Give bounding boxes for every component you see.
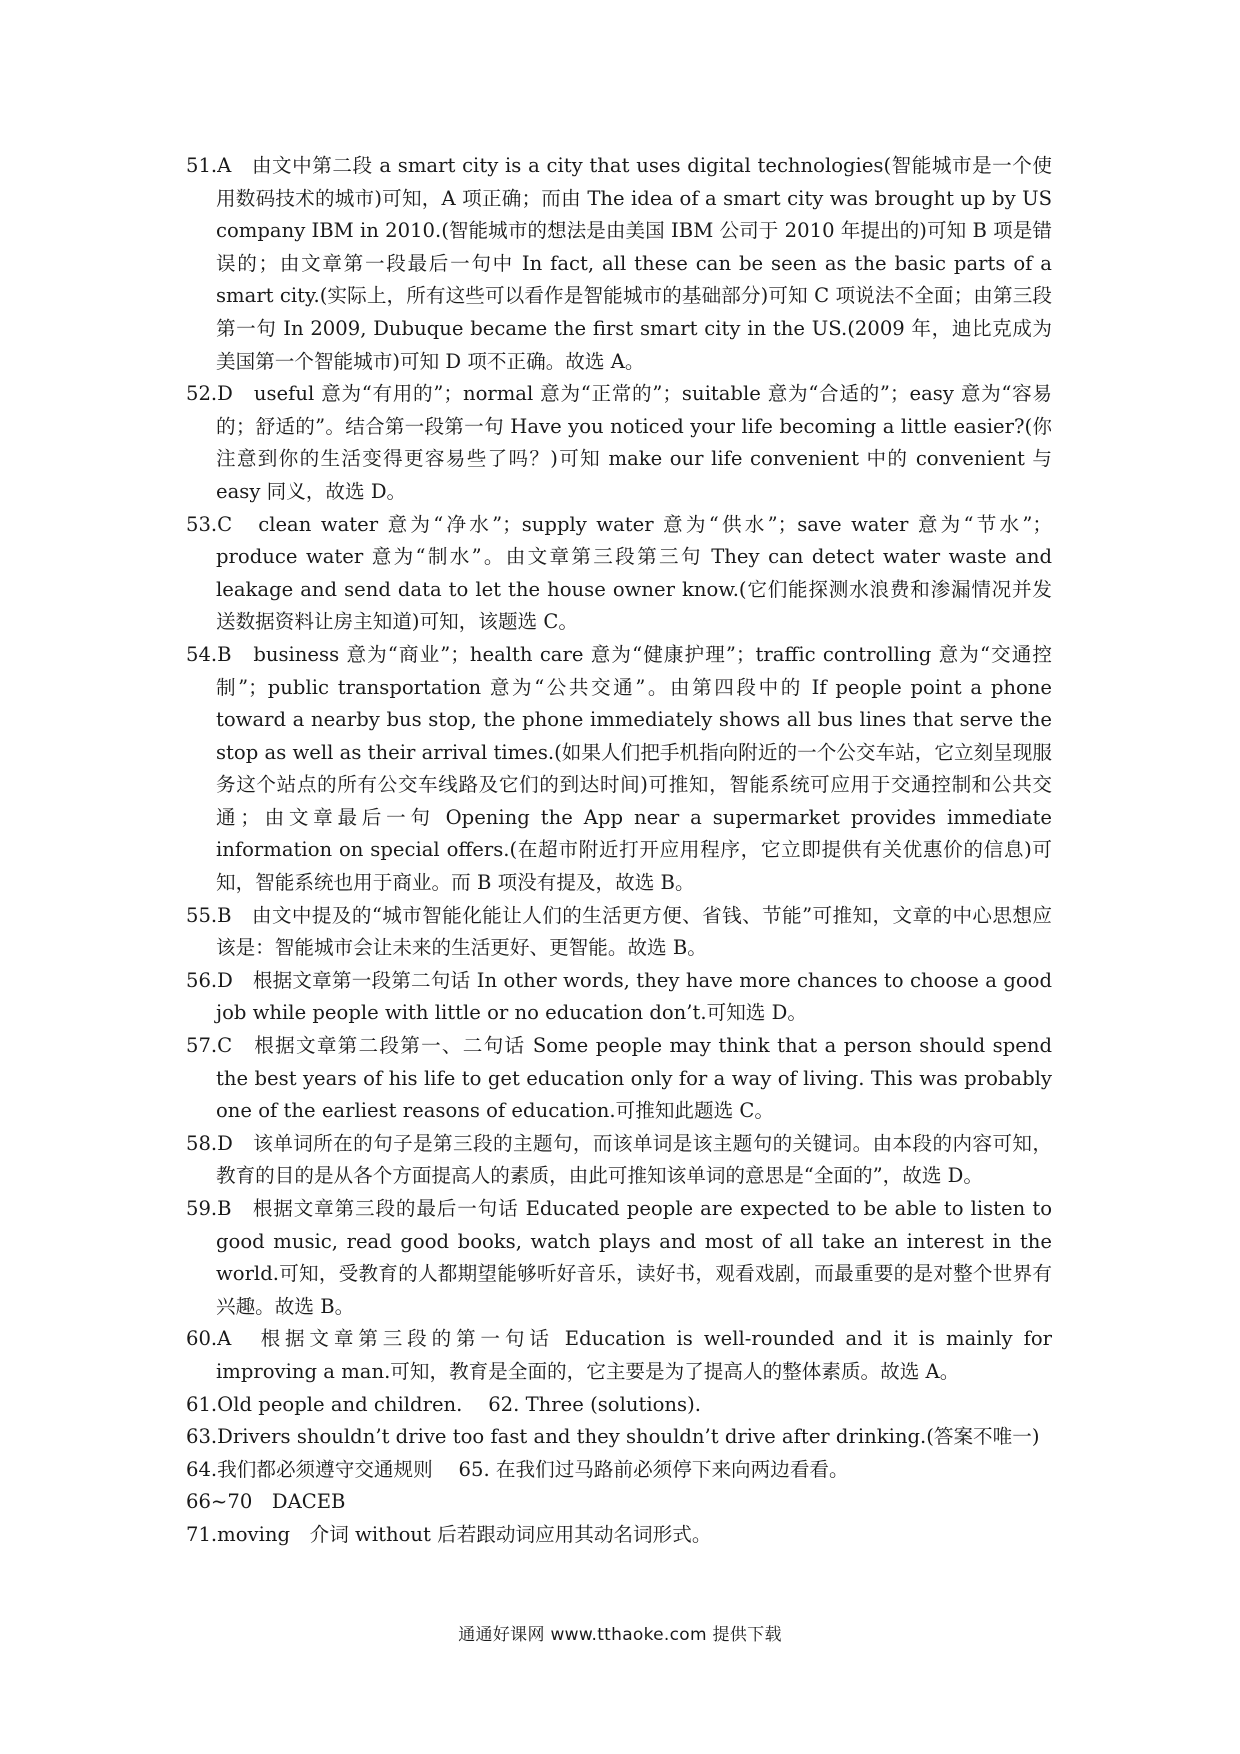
answer-text: 我们都必须遵守交通规则 65. 在我们过马路前必须停下来向两边看看。 xyxy=(217,1457,849,1481)
question-number: 56. xyxy=(186,968,218,992)
answer-item xyxy=(186,1389,1052,1422)
answer-item xyxy=(186,1454,1052,1487)
answer-text: D 该单词所在的句子是第三段的主题句，而该单词是该主题句的关键词。由本段的内容可知，教育的目的是从各个方面提高人的素质，由此可推知该单词的意思是“全面的”，故选 D。 xyxy=(216,1131,1052,1188)
answer-text: moving 介词 without 后若跟动词应用其动名词形式。 xyxy=(217,1522,712,1546)
question-number: 55. xyxy=(186,903,218,927)
page-footer: 通通好课网 www.tthaoke.com 提供下载 xyxy=(458,1625,782,1645)
answer-item xyxy=(186,1193,1052,1323)
answer-item xyxy=(186,1421,1052,1454)
answer-item xyxy=(186,1486,1052,1519)
answer-item xyxy=(186,965,1052,1030)
answer-item xyxy=(186,378,1052,508)
answer-text: Drivers shouldn’t drive too fast and they shouldn’t drive after drinking.(答案不唯一) xyxy=(217,1425,1040,1449)
answer-text: B 根据文章第三段的最后一句话 Educated people are expected to be able to listen to good music, read good books, watch plays and most of all take an interest in the world.可知，受教育的人都期望能够听好音乐，读好书，观看戏剧，而最重要的是对整个世界有兴趣。故选 B。 xyxy=(216,1197,1052,1318)
question-number: 59. xyxy=(186,1197,218,1220)
answer-explanations xyxy=(186,150,1052,1552)
question-number: 54. xyxy=(186,642,218,666)
answer-item xyxy=(186,1030,1052,1128)
answer-item xyxy=(186,1128,1052,1193)
question-number: 71. xyxy=(186,1522,218,1546)
answer-text: D 根据文章第一段第二句话 In other words, they have more chances to choose a good job while people with little or no education don’t.可知选 D。 xyxy=(216,968,1052,1025)
answer-text: D useful 意为“有用的”；normal 意为“正常的”；suitable 意为“合适的”；easy 意为“容易的；舒适的”。结合第一段第一句 Have you noticed your life becoming a little easier?(你注意到你的生活变得更容易些了吗？)可知 make our life convenient 中的 convenient 与 easy 同义，故选 D。 xyxy=(216,382,1052,503)
answer-item xyxy=(186,639,1052,900)
question-number: 58. xyxy=(186,1131,218,1155)
question-number: 63. xyxy=(186,1425,218,1449)
question-number: 60. xyxy=(186,1327,218,1351)
answer-item xyxy=(186,1519,1052,1552)
answer-text: A 由文中第二段 a smart city is a city that uses digital technologies(智能城市是一个使用数码技术的城市)可知，A 项正确；而由 The idea of a smart city was brought up by US company IBM in 2010.(智能城市的想法是由美国 IBM 公司于 2010 年提出的)可知 B 项是错误的；由文章第一段最后一句中 In fact, all these can be seen as the basic parts of a smart city.(实际上，所有这些可以看作是智能城市的基础部分)可知 C 项说法不全面；由第三段第一句 In 2009, Dubuque became the first smart city in the US.(2009 年，迪比克成为美国第一个智能城市)可知 D 项不正确。故选 A。 xyxy=(216,154,1052,373)
answer-item xyxy=(186,900,1052,965)
question-number: 52. xyxy=(186,382,218,406)
answer-text: B business 意为“商业”；health care 意为“健康护理”；traffic controlling 意为“交通控制”；public transportation 意为“公共交通”。由第四段中的 If people point a phone toward a nearby bus stop, the phone immediately shows all bus lines that serve the stop as well as their arrival times.(如果人们把手机指向附近的一个公交车站，它立刻呈现服务这个站点的所有公交车线路及它们的到达时间)可推知，智能系统可应用于交通控制和公共交通；由文章最后一句 Opening the App near a supermarket provides immediate information on special offers.(在超市附近打开应用程序，它立即提供有关优惠价的信息)可知，智能系统也用于商业。而 B 项没有提及，故选 B。 xyxy=(216,642,1052,895)
question-number: 64. xyxy=(186,1457,218,1481)
answer-item xyxy=(186,509,1052,639)
answer-text: C clean water 意为“净水”；supply water 意为“供水”；save water 意为“节水”；produce water 意为“制水”。由文章第三段第三句 They can detect water waste and leakage and send data to let the house owner know.(它们能探测水浪费和渗漏情况并发送数据资料让房主知道)可知，该题选 C。 xyxy=(216,512,1052,634)
answer-text: A 根据文章第三段的第一句话 Education is well-rounded and it is mainly for improving a man.可知，教育是全面的，它主要是为了提高人的整体素质。故选 A。 xyxy=(216,1327,1052,1383)
question-number: 61. xyxy=(186,1392,218,1416)
answer-text: 66~70 DACEB xyxy=(186,1490,346,1514)
answer-item xyxy=(186,150,1052,378)
answer-text: Old people and children. 62. Three (solutions). xyxy=(217,1392,701,1416)
question-number: 57. xyxy=(186,1034,218,1058)
answer-text: C 根据文章第二段第一、二句话 Some people may think that a person should spend the best years of his life to get education only for a way of living. This was probably one of the earliest reasons of education.可推知此题选 C。 xyxy=(216,1034,1052,1123)
question-number: 51. xyxy=(186,154,218,177)
answer-text: B 由文中提及的“城市智能化能让人们的生活更方便、省钱、节能”可推知，文章的中心思想应该是：智能城市会让未来的生活更好、更智能。故选 B。 xyxy=(216,903,1052,960)
question-number: 53. xyxy=(186,512,218,536)
answer-item xyxy=(186,1323,1052,1388)
